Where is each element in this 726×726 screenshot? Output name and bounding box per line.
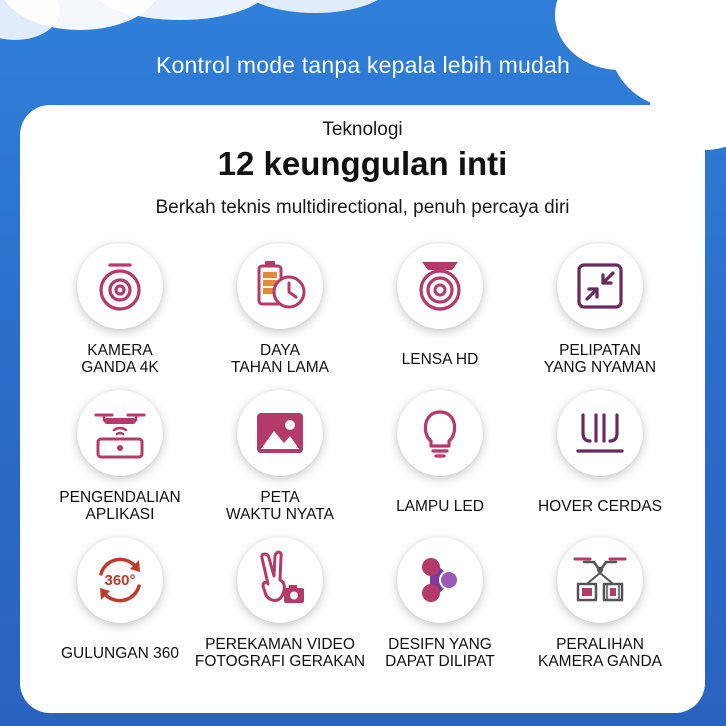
camera-lens-icon xyxy=(77,243,163,329)
hover-icon xyxy=(557,390,643,476)
feature-label: PENGENDALIAN APLIKASI xyxy=(59,489,181,523)
feature-label: KAMERA GANDA 4K xyxy=(81,342,159,376)
fold-arrows-icon xyxy=(557,243,643,329)
feature-label: PELIPATAN YANG NYAMAN xyxy=(543,342,657,376)
feature-label: PETA WAKTU NYATA xyxy=(226,489,334,523)
feature-label: LAMPU LED xyxy=(396,497,484,515)
rotate-360-icon xyxy=(77,537,163,623)
feature-label: DESIFN YANG DAPAT DILIPAT xyxy=(385,636,495,670)
feature-label: PERALIHAN KAMERA GANDA xyxy=(537,636,663,670)
gesture-camera-icon xyxy=(237,537,323,623)
features-card xyxy=(20,105,705,713)
battery-clock-icon xyxy=(237,243,323,329)
feature-label: LENSA HD xyxy=(401,350,479,368)
dual-camera-switch-icon xyxy=(557,537,643,623)
feature-label: PEREKAMAN VIDEO FOTOGRAFI GERAKAN xyxy=(194,636,366,670)
feature-label: GULUNGAN 360 xyxy=(60,644,179,662)
svg-text:360°: 360° xyxy=(104,572,136,589)
card-title: 12 keunggulan inti xyxy=(217,145,508,182)
card-subtitle: Berkah teknis multidirectional, penuh percaya diri xyxy=(155,197,570,218)
feature-label: DAYA TAHAN LAMA xyxy=(231,342,329,376)
hd-lens-icon xyxy=(397,243,483,329)
feature-label: HOVER CERDAS xyxy=(537,497,663,515)
foldable-design-icon xyxy=(397,537,483,623)
image-icon xyxy=(237,390,323,476)
card-eyebrow: Teknologi xyxy=(322,119,403,140)
drone-phone-icon xyxy=(77,390,163,476)
light-bulb-icon xyxy=(397,390,483,476)
banner-headline: Kontrol mode tanpa kepala lebih mudah xyxy=(155,52,570,78)
